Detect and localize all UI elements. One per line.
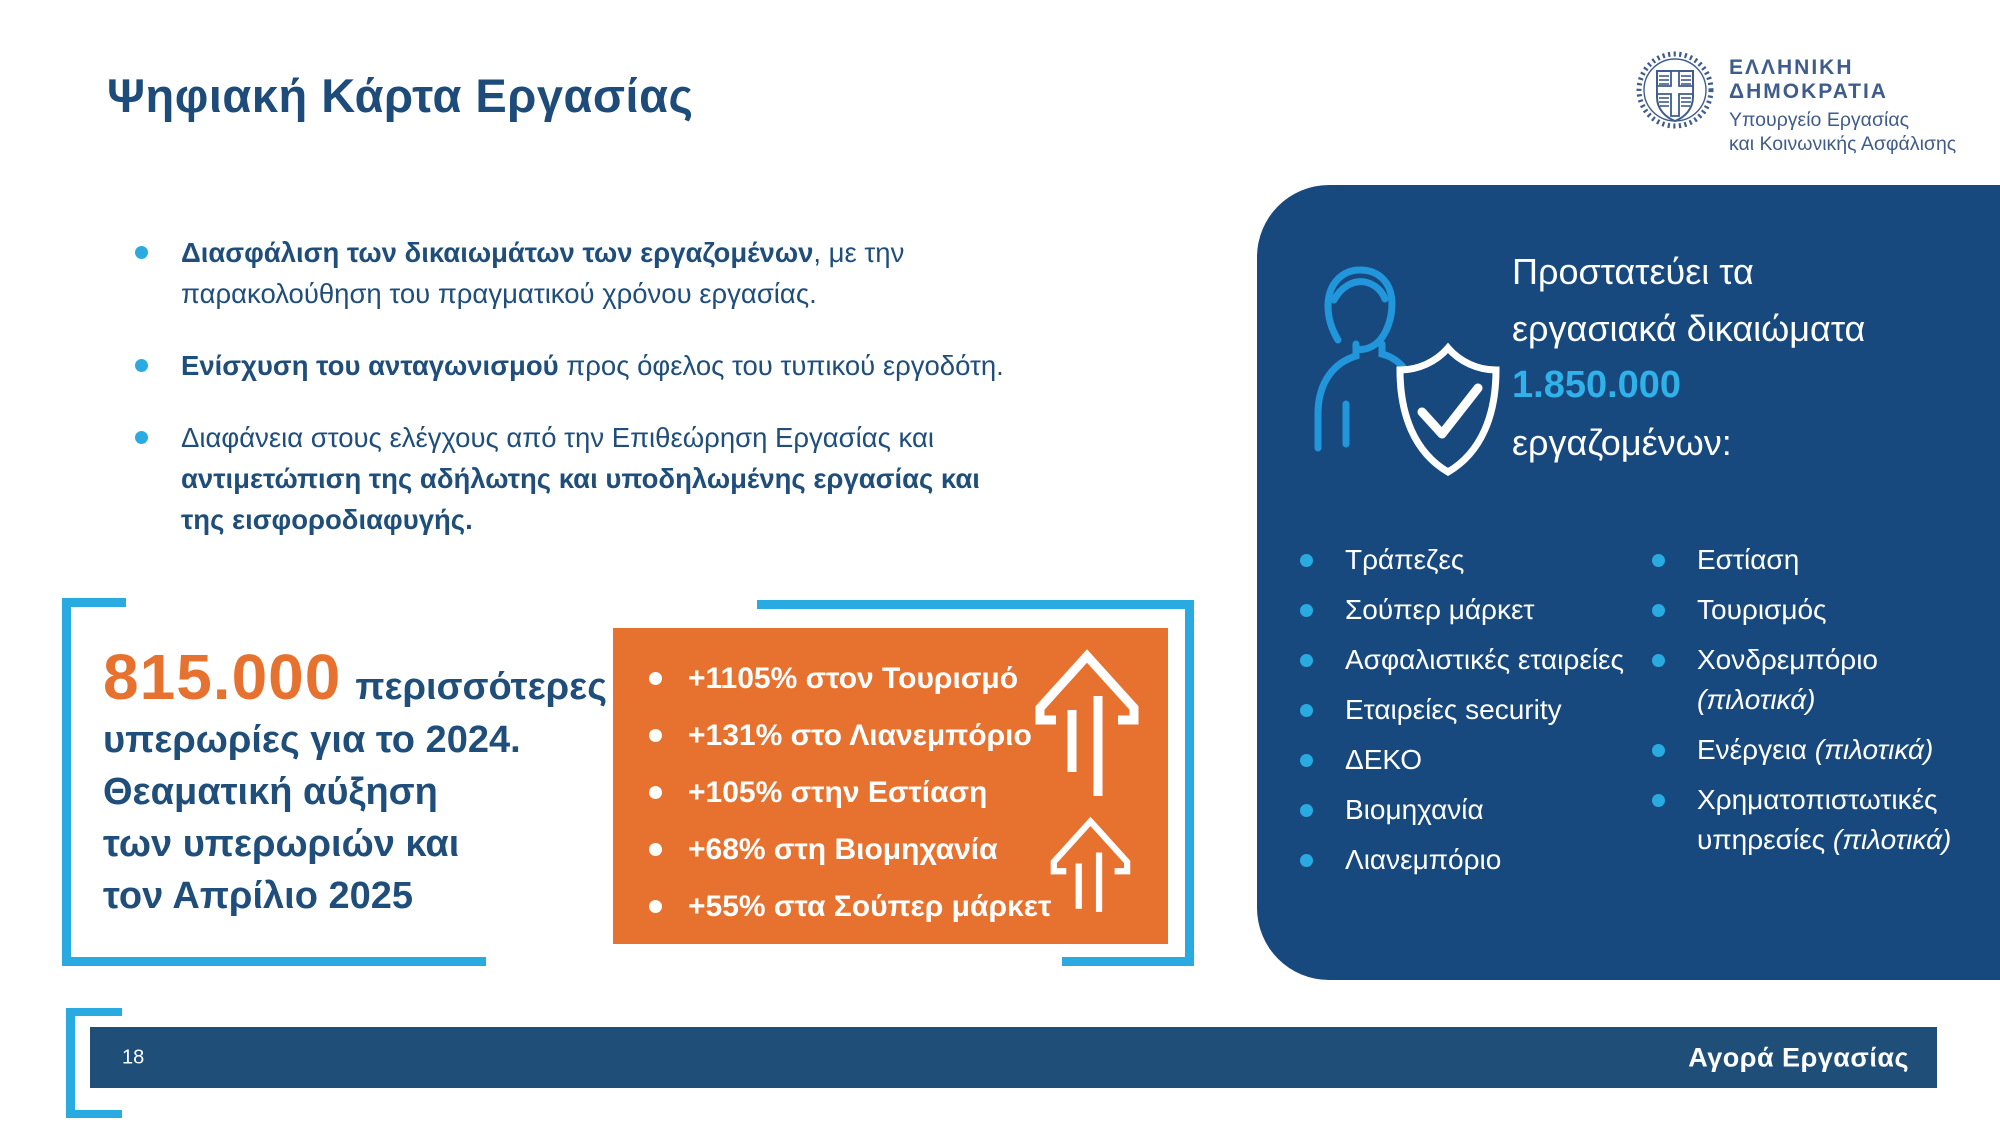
- orange-bracket-bottom: [1062, 957, 1194, 966]
- intro-bullet-1-rest: , με την: [813, 237, 905, 268]
- bullet-dot-icon: [135, 431, 148, 444]
- page-number: 18: [122, 1046, 145, 1068]
- list-item: Τουρισμός: [1652, 590, 1982, 630]
- list-item: +131% στο Λιανεμπόριο: [649, 719, 1168, 752]
- overtime-stat-box: [103, 640, 607, 922]
- overtime-line4: των υπερωριών και: [103, 823, 460, 865]
- list-item: +55% στα Σούπερ μάρκετ: [649, 890, 1168, 923]
- footer-bracket-left: [66, 1008, 75, 1118]
- list-item: +1105% στον Τουρισμό: [649, 662, 1168, 695]
- list-item: Ασφαλιστικές εταιρείες: [1300, 640, 1630, 680]
- overtime-number: 815.000: [103, 641, 342, 713]
- bullet-dot-icon: [135, 246, 148, 259]
- list-item: Χονδρεμπόριο (πιλοτικά): [1652, 640, 1982, 720]
- intro-bullet-list: [135, 232, 1065, 571]
- intro-bullet-3: [135, 417, 1065, 540]
- intro-bullet-1: [135, 232, 1065, 314]
- logo-line3: και Κοινωνικής Ασφάλισης: [1729, 133, 1957, 155]
- intro-bullet-3-line3: της εισφοροδιαφυγής.: [181, 504, 473, 535]
- footer-bracket-bottom: [66, 1110, 122, 1118]
- intro-bullet-2-bold: Ενίσχυση του ανταγωνισμού: [181, 350, 559, 381]
- intro-bullet-3-line1: Διαφάνεια στους ελέγχους από την Επιθεώρηση Εργασίας και: [181, 422, 934, 453]
- stat-bracket-bottom: [62, 957, 486, 966]
- orange-bracket-top: [757, 600, 1194, 609]
- logo-line1: ΕΛΛΗΝΙΚΗ ΔΗΜΟΚΡΑΤΙΑ: [1729, 56, 1888, 103]
- sector-increase-box: [613, 628, 1168, 944]
- list-item: Σούπερ μάρκετ: [1300, 590, 1630, 630]
- sector-column-left: [1300, 540, 1630, 890]
- footer-bar: [90, 1027, 1937, 1088]
- overtime-word: περισσότερες: [355, 666, 607, 708]
- stat-bracket-left: [62, 598, 71, 966]
- list-item: Λιανεμπόριο: [1300, 840, 1630, 880]
- list-item: +68% στη Βιομηχανία: [649, 833, 1168, 866]
- list-item: Εταιρείες security: [1300, 690, 1630, 730]
- list-item: Χρηματοπιστωτικές υπηρεσίες (πιλοτικά): [1652, 780, 1982, 860]
- orange-bracket-right: [1185, 600, 1194, 966]
- up-arrows-icon: [1030, 644, 1148, 912]
- bullet-dot-icon: [135, 359, 148, 372]
- list-item: Τράπεζες: [1300, 540, 1630, 580]
- protect-heading-line2: εργασιακά δικαιώματα: [1512, 308, 1866, 349]
- intro-bullet-3-line2: αντιμετώπιση της αδήλωτης και υποδηλωμένης εργασίας και: [181, 463, 980, 494]
- worker-shield-icon: [1288, 252, 1523, 487]
- list-item: ΔΕΚΟ: [1300, 740, 1630, 780]
- ministry-logo-text: [1729, 48, 2000, 156]
- footer-section-label: Αγορά Εργασίας: [1688, 1042, 1909, 1072]
- overtime-line2: υπερωρίες για το 2024.: [103, 719, 521, 761]
- footer-bracket-top: [66, 1008, 122, 1016]
- bullet-dot-icon: [649, 672, 662, 685]
- intro-bullet-2: [135, 345, 1065, 386]
- list-item: Βιομηχανία: [1300, 790, 1630, 830]
- list-item: Ενέργεια (πιλοτικά): [1652, 730, 1982, 770]
- bullet-dot-icon: [649, 900, 662, 913]
- ministry-logo: [1633, 48, 2000, 156]
- list-item: +105% στην Εστίαση: [649, 776, 1168, 809]
- list-item: Εστίαση: [1652, 540, 1982, 580]
- bullet-dot-icon: [649, 786, 662, 799]
- bullet-dot-icon: [649, 843, 662, 856]
- overtime-line5: τον Απρίλιο 2025: [103, 875, 413, 917]
- intro-bullet-1-line2: παρακολούθηση του πραγματικού χρόνου εργασίας.: [181, 278, 817, 309]
- intro-bullet-2-rest: προς όφελος του τυπικού εργοδότη.: [558, 350, 1004, 381]
- overtime-line3: Θεαματική αύξηση: [103, 771, 438, 813]
- bullet-dot-icon: [649, 729, 662, 742]
- intro-bullet-1-bold: Διασφάλιση των δικαιωμάτων των εργαζομένων: [181, 237, 814, 268]
- stat-bracket-top: [62, 598, 126, 607]
- protect-heading-line3: εργαζομένων:: [1512, 422, 1732, 463]
- protect-heading: [1512, 243, 1865, 471]
- logo-line2: Υπουργείο Εργασίας: [1729, 109, 1909, 131]
- page-title: Ψηφιακή Κάρτα Εργασίας: [107, 69, 694, 122]
- sector-column-right: [1652, 540, 1982, 870]
- protect-heading-line1: Προστατεύει τα: [1512, 251, 1754, 292]
- protected-workers-number: 1.850.000: [1512, 364, 1682, 406]
- greek-coat-of-arms-icon: [1633, 48, 1717, 132]
